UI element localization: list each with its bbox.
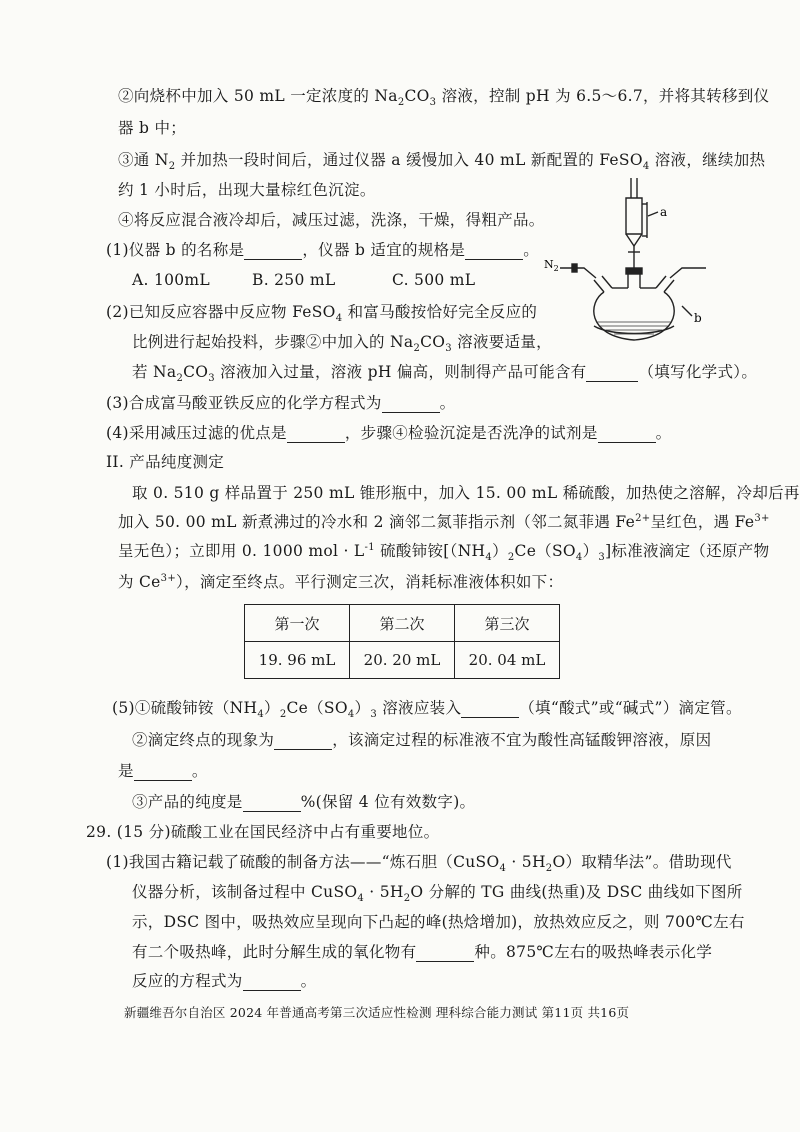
answer-blank[interactable] [244,243,302,260]
text: 硫酸铈铵[（NH [374,542,486,560]
subscript: 2 [545,863,553,875]
text: 呈无色）；立即用 0. 1000 mol · L [118,542,365,560]
text: 若 Na [132,363,177,381]
subscript: 3 [208,373,215,385]
text: 是 [118,762,134,780]
subscript: 3 [429,97,437,109]
question-2-line1 [106,302,538,325]
text: 。 [300,972,317,990]
text: 加入 50. 00 mL 新煮沸过的冷水和 2 滴邻二氮菲指示剂（邻二氮菲遇 Fe [118,513,636,531]
text: CO [420,333,446,351]
label-b: b [694,311,702,325]
subscript: 2 [553,264,559,273]
text: CO [404,87,430,105]
text: （填“酸式”或“碱式”）滴定管。 [519,699,742,717]
text: 有二个吸热峰，此时分解生成的氧化物有 [132,943,417,961]
question-29-line5 [132,971,316,991]
subscript: 4 [499,863,507,875]
answer-blank[interactable] [465,243,523,260]
text: （填写化学式）。 [638,363,758,381]
subscript: 2 [176,373,184,385]
q1-option-c: C. 500 mL [392,271,476,289]
question-29-line2 [132,882,743,905]
text: ） [582,542,599,560]
text: 。 [655,424,672,442]
superscript: 2+ [635,512,651,524]
superscript: 3+ [754,512,770,524]
stopper [626,268,642,274]
text: O）取精华法”。借助现代 [552,853,732,871]
answer-blank[interactable] [243,974,301,991]
text: 和富马酸按恰好完全反应的 [342,303,538,321]
question-5-line2 [132,730,711,750]
subscript: 2 [168,161,176,173]
subscript: 3 [598,552,606,564]
superscript: -1 [364,541,375,553]
question-5-line1 [112,698,742,721]
subscript: 4 [485,552,493,564]
text: 比例进行起始投料，步骤②中加入的 Na [132,333,414,351]
purity-p1: 取 0. 510 g 样品置于 250 mL 锥形瓶中，加入 15. 00 mL 稀硫酸，加热使之溶解，冷却后再 [132,484,800,502]
text: ，该滴定过程的标准液不宜为酸性高锰酸钾溶液，原因 [332,731,712,749]
label-n2 [544,258,559,273]
question-29-line1 [106,852,732,875]
text: ②滴定终点的现象为 [132,731,275,749]
text: ） [264,699,280,717]
subscript: 2 [507,552,515,564]
subscript: 2 [279,709,287,721]
question-29-title: 29. (15 分)硫酸工业在国民经济中占有重要地位。 [86,823,440,841]
text: (2)已知反应容器中反应物 FeSO [106,303,336,321]
table-cell: 20. 04 mL [455,642,560,679]
subscript: 4 [357,893,365,905]
subscript: 2 [403,893,411,905]
table-header-cell: 第三次 [455,605,560,642]
answer-blank[interactable] [287,426,345,443]
question-5-line4 [132,792,475,812]
text: ③通 N [118,151,169,169]
section-2-title: II. 产品纯度测定 [106,453,225,471]
table-cell: 20. 20 mL [350,642,455,679]
text: ③产品的纯度是 [132,793,243,811]
subscript: 4 [335,313,343,325]
label-a: a [660,205,668,219]
question-4 [106,423,671,443]
text: · 5H [364,883,404,901]
subscript: 2 [397,97,405,109]
purity-p4 [118,572,563,592]
text: ），滴定至终点。平行测定三次，消耗标准液体积如下： [176,573,564,591]
text: 溶液，继续加热 [649,151,766,169]
question-3 [106,393,455,413]
answer-blank[interactable] [382,396,440,413]
table-header-row [245,605,560,642]
text: ，仪器 b 适宜的规格是 [302,241,466,259]
table-header-cell: 第一次 [245,605,350,642]
text: CO [183,363,209,381]
text: (1)我国古籍记载了硫酸的制备方法——“炼石胆（CuSO [106,853,500,871]
text: 。 [439,394,456,412]
table-header-cell: 第二次 [350,605,455,642]
text: 反应的方程式为 [132,972,243,990]
purity-p3 [118,541,770,564]
text: Ce（SO [286,699,348,717]
subscript: 4 [257,709,265,721]
text: 仪器分析，该制备过程中 CuSO [132,883,358,901]
question-5-line3 [118,761,208,781]
table-cell: 19. 96 mL [245,642,350,679]
subscript: 4 [575,552,583,564]
text: (4)采用减压过滤的优点是 [106,424,287,442]
text: 溶液，控制 pH 为 6.5～6.7，并将其转移到仪 [436,87,770,105]
text: 溶液应装入 [377,699,462,717]
titration-table [244,604,560,679]
question-29-line3: 示，DSC 图中，吸热效应呈现向下凸起的峰(热焓增加)，放热效应反之，则 700℃左右 [132,913,745,931]
question-1 [106,240,539,260]
dropping-funnel-a [626,178,658,268]
subscript: 3 [445,343,452,355]
text: 为 Ce [118,573,161,591]
step4-line: ④将反应混合液冷却后，减压过滤，洗涤，干燥，得粗产品。 [118,211,545,229]
answer-blank[interactable] [586,365,638,382]
subscript: 4 [642,161,650,173]
question-29-line4 [132,942,712,962]
text: · 5H [506,853,546,871]
question-2-line2 [132,332,552,355]
text: 种。875℃左右的吸热峰表示化学 [474,943,713,961]
text: ） [354,699,371,717]
answer-blank[interactable] [243,795,301,812]
q1-option-b: B. 250 mL [252,271,336,289]
text: O 分解的 TG 曲线(热重)及 DSC 曲线如下图所 [410,883,743,901]
step3-line1 [118,150,766,173]
reaction-apparatus-diagram [530,176,710,346]
text: 溶液要适量， [451,333,552,351]
step3-line2: 约 1 小时后，出现大量棕红色沉淀。 [118,181,376,199]
text: ]标准液滴定（还原产物 [605,542,770,560]
question-2-line3 [132,362,758,385]
text: 并加热一段时间后，通过仪器 a 缓慢加入 40 mL 新配置的 FeSO [175,151,643,169]
text: 溶液加入过量，溶液 pH 偏高，则制得产品可能含有 [214,363,587,381]
subscript: 2 [413,343,421,355]
answer-blank[interactable] [598,426,656,443]
step2-line1 [118,86,770,109]
text: N [544,258,554,271]
subscript: 3 [370,709,378,721]
text: 呈红色，遇 Fe [650,513,755,531]
table-row [245,642,560,679]
text: Ce（SO [514,542,576,560]
page-footer: 新疆维吾尔自治区 2024 年普通高考第三次适应性检测 理科综合能力测试 第11页 共16页 [124,1005,630,1020]
superscript: 3+ [160,572,177,584]
text: %(保留 4 位有效数字)。 [300,793,476,811]
text: 。 [523,241,540,259]
purity-p2 [118,512,770,532]
subscript: 4 [347,709,355,721]
q1-option-a: A. 100mL [132,271,211,289]
answer-blank[interactable] [274,733,332,750]
text: ） [492,542,508,560]
text: (3)合成富马酸亚铁反应的化学方程式为 [106,394,382,412]
answer-blank[interactable] [461,701,519,718]
text: (1)仪器 b 的名称是 [106,241,245,259]
text: ，步骤④检验沉淀是否洗净的试剂是 [344,424,598,442]
step2-line2: 器 b 中； [118,119,187,137]
answer-blank[interactable] [134,764,192,781]
text: ②向烧杯中加入 50 mL 一定浓度的 Na [118,87,398,105]
answer-blank[interactable] [416,945,474,962]
text: (5)①硫酸铈铵（NH [112,699,258,717]
text: 。 [191,762,208,780]
